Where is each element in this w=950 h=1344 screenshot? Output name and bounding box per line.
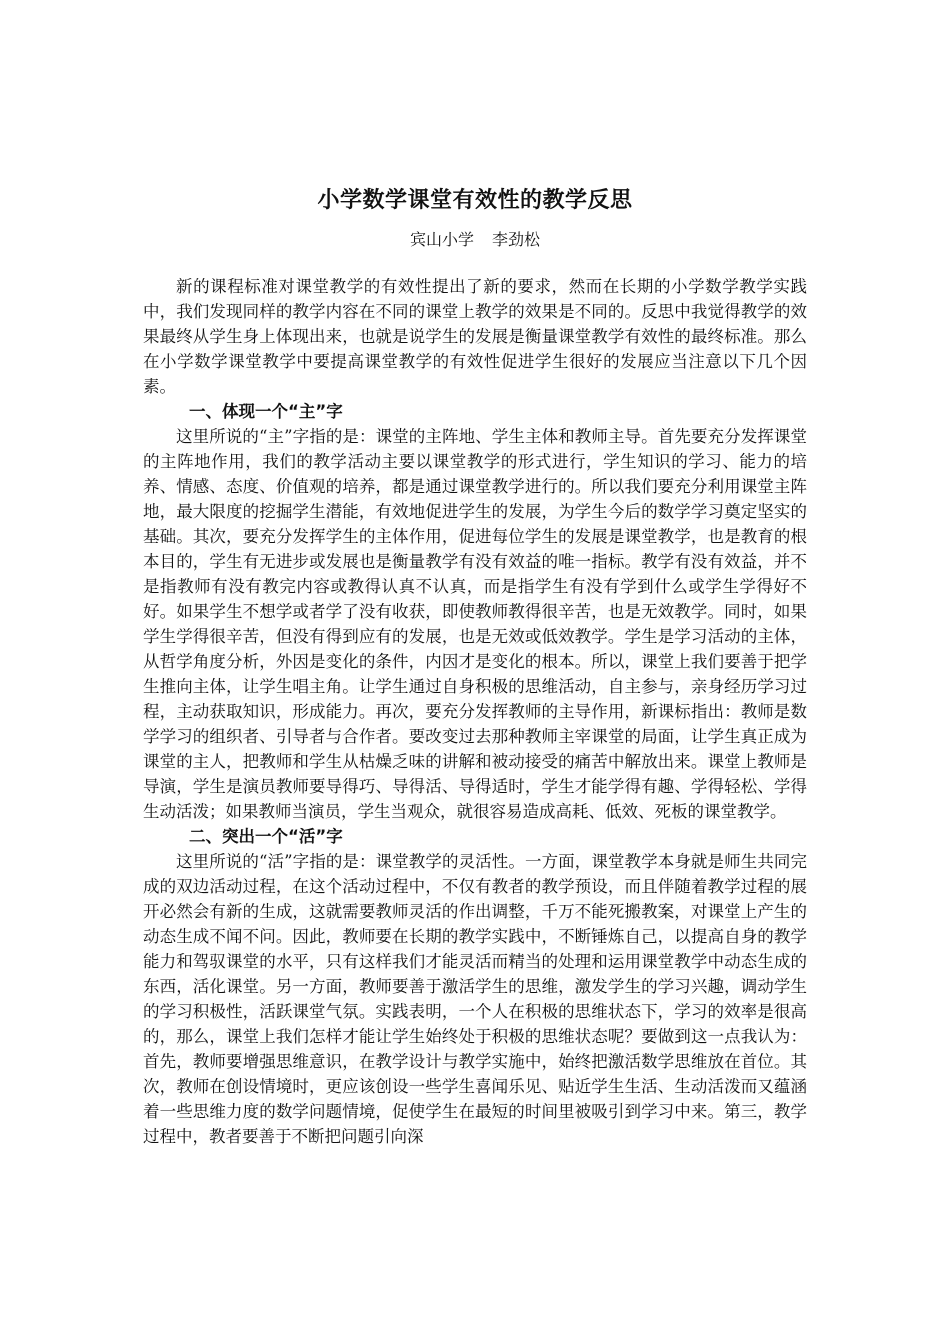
section-heading-1: 一、体现一个“主”字	[189, 402, 343, 421]
section-paragraph-1: 这里所说的“主”字指的是：课堂的主阵地、学生主体和教师主导。首先要充分发挥课堂的主阵地作用，我们的教学活动主要以课堂教学的形式进行，学生知识的学习、能力的培养、情感、态度、价值观的培养，都是通过课堂教学进行的。所以我们要充分利用课堂主阵地，最大限度的挖掘学生潜能，有效地促进学生的发展，为学生今后的数学学习奠定坚实的基础。其次，要充分发挥学生的主体作用，促进每位学生的发展是课堂教学，也是教育的根本目的，学生有无进步或发展也是衡量教学有没有效益的唯一指标。教学有没有效益，并不是指教师有没有教完内容或教得认真不认真，而是指学生有没有学到什么或学生学得好不好。如果学生不想学或者学了没有收获，即使教师教得很辛苦，也是无效教学。同时，如果学生学得很辛苦，但没有得到应有的发展，也是无效或低效教学。学生是学习活动的主体，从哲学角度分析，外因是变化的条件，内因才是变化的根本。所以，课堂上我们要善于把学生推向主体，让学生唱主角。让学生通过自身积极的思维活动，自主参与，亲身经历学习过程，主动获取知识，形成能力。再次，要充分发挥教师的主导作用，新课标指出：教师是数学学习的组织者、引导者与合作者。要改变过去那种教师主宰课堂的局面，让学生真正成为课堂的主人，把教师和学生从枯燥乏味的讲解和被动接受的痛苦中解放出来。课堂上教师是导演，学生是演员教师要导得巧、导得活、导得适时，学生才能学得有趣、学得轻松、学得生动活泼；如果教师当演员，学生当观众，就很容易造成高耗、低效、死板的课堂教学。	[143, 427, 807, 821]
document-body	[143, 274, 807, 1149]
intro-paragraph: 新的课程标准对课堂教学的有效性提出了新的要求，然而在长期的小学数学教学实践中，我们发现同样的教学内容在不同的课堂上教学的效果是不同的。反思中我觉得教学的效果最终从学生身上体现出来，也就是说学生的发展是衡量课堂教学有效性的最终标准。那么在小学数学课堂教学中要提高课堂教学的有效性促进学生很好的发展应当注意以下几个因素。	[143, 277, 807, 396]
section-heading-2: 二、突出一个“活”字	[189, 827, 343, 846]
author-line	[0, 227, 950, 250]
author-name: 李劲松	[492, 230, 541, 249]
section-paragraph-2: 这里所说的“活”字指的是：课堂教学的灵活性。一方面，课堂教学本身就是师生共同完成的双边活动过程，在这个活动过程中，不仅有教者的教学预设，而且伴随着教学过程的展开必然会有新的生成，这就需要教师灵活的作出调整，千万不能死搬教案，对课堂上产生的动态生成不闻不问。因此，教师要在长期的教学实践中，不断锤炼自己，以提高自身的教学能力和驾驭课堂的水平，只有这样我们才能灵活而精当的处理和运用课堂教学中动态生成的东西，活化课堂。另一方面，教师要善于激活学生的思维，激发学生的学习兴趣，调动学生的学习积极性，活跃课堂气氛。实践表明，一个人在积极的思维状态下，学习的效率是很高的，那么，课堂上我们怎样才能让学生始终处于积极的思维状态呢？要做到这一点我认为：首先，教师要增强思维意识，在教学设计与教学实施中，始终把激活数学思维放在首位。其次，教师在创设情境时，更应该创设一些学生喜闻乐见、贴近学生生活、生动活泼而又蕴涵着一些思维力度的数学问题情境，促使学生在最短的时间里被吸引到学习中来。第三，教学过程中，教者要善于不断把问题引向深	[143, 852, 807, 1146]
author-school: 宾山小学	[409, 230, 474, 249]
document-title: 小学数学课堂有效性的教学反思	[317, 188, 633, 213]
